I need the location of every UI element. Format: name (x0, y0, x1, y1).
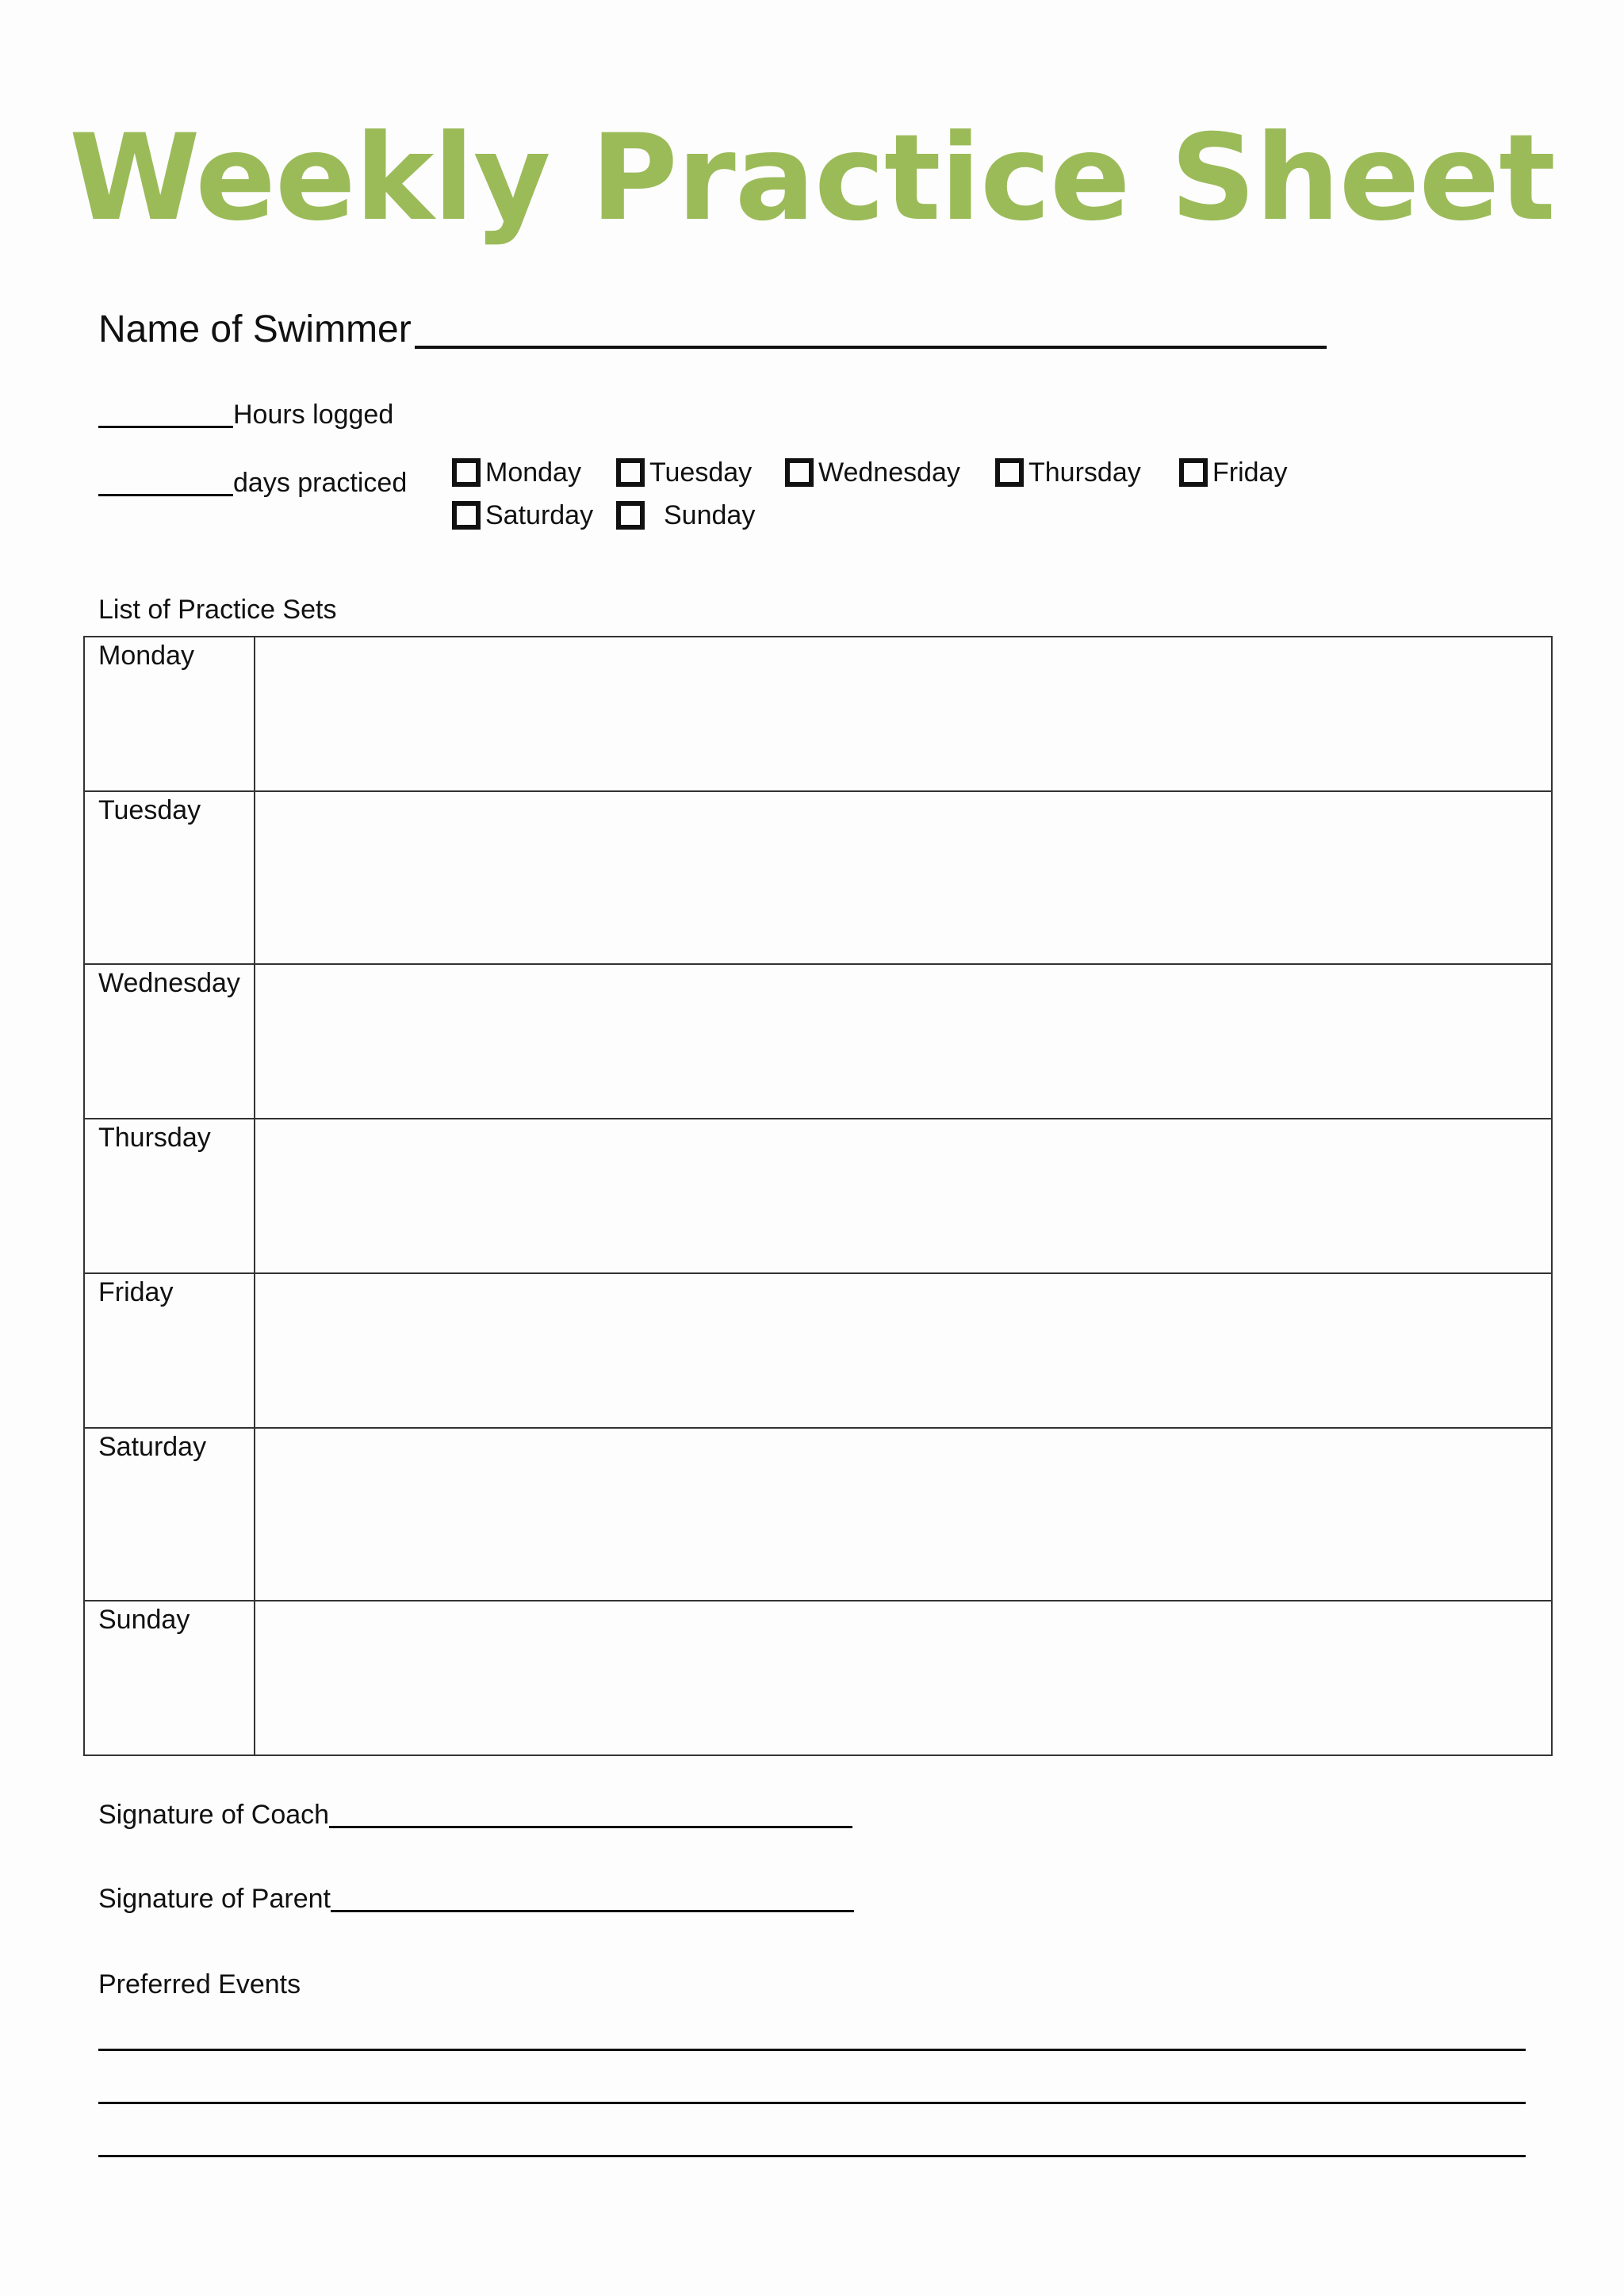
day-cell: Friday (84, 1273, 255, 1428)
practice-set-field[interactable] (255, 1428, 1552, 1601)
checkbox-monday[interactable] (452, 458, 581, 487)
day-cell: Monday (84, 637, 255, 791)
practice-set-field[interactable] (255, 791, 1552, 964)
hours-label: Hours logged (233, 400, 394, 430)
practice-set-field[interactable] (255, 964, 1552, 1119)
day-cell: Tuesday (84, 791, 255, 964)
practice-set-field[interactable] (255, 637, 1552, 791)
parent-signature-row (98, 1885, 854, 1912)
day-cell: Saturday (84, 1428, 255, 1601)
hours-field[interactable] (98, 404, 233, 428)
checkbox-friday[interactable] (1179, 458, 1287, 487)
parent-signature-field[interactable] (331, 1888, 854, 1912)
checkbox-thursday[interactable] (995, 458, 1141, 487)
checkbox-label: Saturday (485, 500, 594, 530)
checkbox-label: Thursday (1028, 457, 1141, 488)
checkbox-wednesday[interactable] (785, 458, 960, 487)
table-row (84, 964, 1552, 1119)
practice-sets-heading: List of Practice Sets (98, 595, 337, 625)
hours-row (98, 401, 393, 428)
page-title: Weekly Practice Sheet (69, 109, 1555, 247)
practice-set-field[interactable] (255, 1119, 1552, 1273)
table-row (84, 1273, 1552, 1428)
table-row (84, 637, 1552, 791)
checkbox-label: Wednesday (818, 457, 960, 488)
day-cell: Thursday (84, 1119, 255, 1273)
practice-sets-table (83, 636, 1553, 1756)
checkbox-icon[interactable] (1179, 458, 1208, 487)
checkbox-tuesday[interactable] (616, 458, 752, 487)
days-row (98, 469, 407, 496)
checkbox-icon[interactable] (785, 458, 814, 487)
table-row (84, 1119, 1552, 1273)
checkbox-icon[interactable] (616, 458, 645, 487)
checkbox-label: Friday (1212, 457, 1288, 488)
preferred-events-line-3[interactable] (98, 2155, 1526, 2157)
checkbox-sunday[interactable] (616, 501, 755, 530)
preferred-events-label: Preferred Events (98, 1969, 301, 1999)
checkbox-label: Monday (485, 457, 581, 488)
table-row (84, 1601, 1552, 1755)
swimmer-name-row (98, 308, 1327, 350)
checkbox-icon[interactable] (452, 501, 481, 530)
checkbox-icon[interactable] (616, 501, 645, 530)
day-cell: Wednesday (84, 964, 255, 1119)
coach-signature-row (98, 1801, 852, 1828)
checkbox-icon[interactable] (452, 458, 481, 487)
practice-set-field[interactable] (255, 1601, 1552, 1755)
checkbox-label: Tuesday (649, 457, 753, 488)
days-field[interactable] (98, 472, 233, 496)
days-label: days practiced (233, 468, 408, 498)
preferred-events-line-2[interactable] (98, 2102, 1526, 2104)
swimmer-name-label: Name of Swimmer (98, 308, 412, 350)
day-cell: Sunday (84, 1601, 255, 1755)
table-row (84, 791, 1552, 964)
checkbox-icon[interactable] (995, 458, 1024, 487)
checkbox-label: Sunday (664, 500, 756, 530)
preferred-events-line-1[interactable] (98, 2049, 1526, 2051)
practice-set-field[interactable] (255, 1273, 1552, 1428)
coach-signature-field[interactable] (329, 1804, 852, 1828)
checkbox-saturday[interactable] (452, 501, 593, 530)
coach-signature-label: Signature of Coach (98, 1800, 330, 1830)
table-row (84, 1428, 1552, 1601)
parent-signature-label: Signature of Parent (98, 1884, 331, 1914)
swimmer-name-field[interactable] (415, 314, 1327, 349)
